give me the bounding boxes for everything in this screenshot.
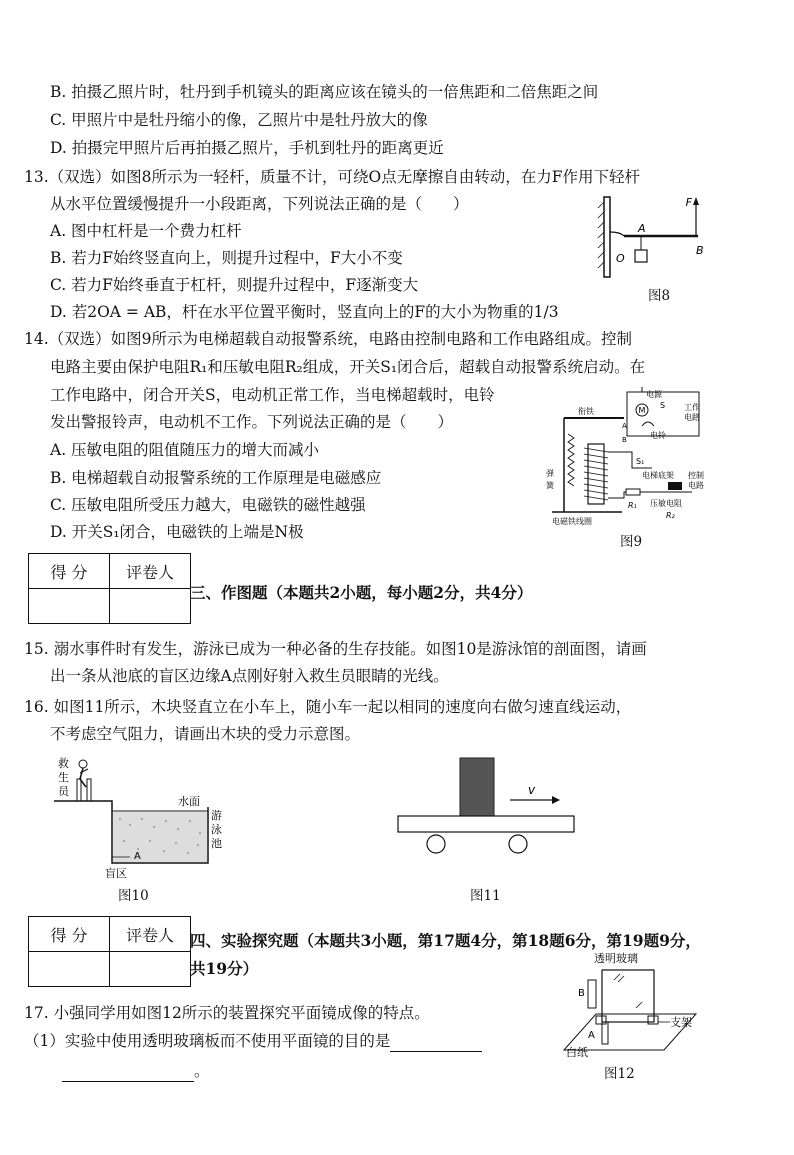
q14-stem-line4: 发出警报铃声，电动机不工作。下列说法正确的是（ ） (50, 413, 454, 431)
hanging-weight (635, 250, 647, 262)
answer-blank-2[interactable] (62, 1065, 194, 1082)
label-b: B (622, 436, 627, 444)
score-cell[interactable] (29, 952, 110, 987)
label-ctrl2: 电路 (688, 481, 704, 490)
label-o: O (616, 252, 625, 265)
q14-option-b: B. 电梯超载自动报警系统的工作原理是电磁感应 (50, 469, 382, 487)
q15-line1: 15. 溺水事件时有发生，游泳已成为一种必备的生存技能。如图10是游泳馆的剖面图，请画 (24, 640, 647, 658)
q14-option-a: A. 压敏电阻的阻值随压力的增大而减小 (50, 441, 320, 459)
answer-blank-1[interactable] (390, 1035, 482, 1052)
figure-9-caption: 图9 (620, 534, 643, 550)
q12-option-b: B. 拍摄乙照片时，牡丹到手机镜头的距离应该在镜头的一倍焦距和二倍焦距之间 (50, 83, 599, 101)
score-header: 得 分 (29, 917, 110, 952)
label-r2: R₂ (666, 511, 675, 520)
lifeguard-char-3: 员 (58, 785, 69, 798)
label-work1: 工作 (684, 403, 700, 412)
section-3-title: 三、作图题（本题共2小题，每小题2分，共4分） (190, 583, 533, 602)
figure-12-caption: 图12 (604, 1066, 635, 1082)
q17-sub1 (24, 1030, 482, 1052)
q15-line2: 出一条从池底的盲区边缘A点刚好射入救生员眼睛的光线。 (50, 667, 449, 685)
q17-stem: 17. 小强同学用如图12所示的装置探究平面镜成像的特点。 (24, 1004, 430, 1022)
wall (604, 197, 610, 277)
pressure-sensor (668, 482, 682, 490)
section-4-title-line1: 四、实验探究题（本题共3小题，第17题4分，第18题6分，第19题9分， (190, 931, 701, 950)
label-coil: 电磁铁线圈 (552, 517, 592, 526)
q17-sub1-text: （1）实验中使用透明玻璃板而不使用平面镜的目的是 (24, 1032, 391, 1050)
figure-11-caption: 图11 (470, 888, 501, 904)
lifeguard-char-1: 救 (58, 757, 69, 770)
figure-8-caption: 图8 (648, 288, 671, 304)
q17-end-mark: 。 (194, 1062, 210, 1080)
pool-water (113, 812, 207, 862)
score-header: 得 分 (29, 554, 110, 589)
label-s: S (660, 401, 666, 410)
grader-header: 评卷人 (110, 917, 191, 952)
q13-option-b: B. 若力F始终竖直向上，则提升过程中，F大小不变 (50, 249, 403, 267)
figure-9-elevator-alarm (542, 384, 718, 530)
label-s1: S₁ (636, 457, 645, 466)
resistor-r1 (626, 489, 640, 495)
figure-12-plane-mirror (556, 950, 716, 1062)
grader-cell[interactable] (110, 952, 191, 987)
label-r1: R₁ (628, 501, 637, 510)
q14-stem-line2: 电路主要由保护电阻R₁和压敏电阻R₂组成，开关S₁闭合后，超载自动报警系统启动。在 (50, 358, 646, 376)
cart-body (398, 816, 574, 832)
cart-wheel-left (427, 835, 445, 853)
spring (568, 434, 574, 486)
figure-11-cart-block (390, 754, 580, 864)
label-spring1: 弹 (546, 469, 554, 478)
label-water-surface: 水面 (178, 795, 200, 808)
q17-sub1-continued (62, 1060, 210, 1082)
score-box-section-4 (28, 916, 191, 987)
label-b: B (696, 244, 704, 257)
section-4-title-line2: 共19分） (190, 959, 259, 978)
label-glass: 透明玻璃 (594, 952, 638, 965)
label-spring2: 簧 (546, 481, 554, 490)
q14-stem-line1: 14.（双选）如图9所示为电梯超载自动报警系统，电路由控制电路和工作电路组成。控制 (24, 330, 633, 348)
q12-option-d: D. 拍摄完甲照片后再拍摄乙照片，手机到牡丹的距离更近 (50, 139, 444, 157)
label-pool-1: 游 (211, 809, 222, 822)
q14-option-d: D. 开关S₁闭合，电磁铁的上端是N极 (50, 523, 304, 541)
label-bell: 电铃 (650, 431, 666, 440)
candle-a (602, 1022, 608, 1044)
q16-line2: 不考虑空气阻力，请画出木块的受力示意图。 (50, 725, 361, 743)
q12-option-c: C. 甲照片中是牡丹缩小的像，乙照片中是牡丹放大的像 (50, 111, 428, 129)
q13-stem-line1: 13.（双选）如图8所示为一轻杆，质量不计，可绕O点无摩擦自由转动，在力F作用下轻杆 (24, 168, 640, 186)
label-ctrl1: 控制 (688, 471, 704, 480)
label-stand: 支架 (670, 1016, 692, 1029)
wooden-block (460, 758, 494, 816)
q14-stem-line3: 工作电路中，闭合开关S，电动机正常工作，当电梯超载时，电铃 (50, 386, 495, 404)
label-f: F (685, 196, 692, 209)
label-platform: 电梯底架 (642, 471, 674, 480)
label-armature: 衔铁 (578, 407, 594, 416)
q13-option-c: C. 若力F始终垂直于杠杆，则提升过程中，F逐渐变大 (50, 276, 419, 294)
lifeguard-figure (77, 760, 91, 801)
label-a: A (638, 222, 646, 235)
cart-wheel-right (509, 835, 527, 853)
figure-10-caption: 图10 (118, 888, 149, 904)
label-work2: 电路 (684, 413, 700, 422)
label-a: A (588, 1030, 595, 1041)
q13-option-a: A. 图中杠杆是一个费力杠杆 (50, 222, 242, 240)
label-power: 电源 (646, 390, 662, 399)
grader-header: 评卷人 (110, 554, 191, 589)
label-a: A (622, 422, 627, 430)
label-pool-3: 池 (211, 837, 222, 850)
score-cell[interactable] (29, 589, 110, 624)
label-pool-2: 泳 (211, 823, 222, 836)
label-v: v (528, 783, 536, 797)
label-blind-zone: 盲区 (105, 867, 127, 880)
q14-option-c: C. 压敏电阻所受压力越大，电磁铁的磁性越强 (50, 496, 366, 514)
q16-line1: 16. 如图11所示，木块竖直立在小车上，随小车一起以相同的速度向右做匀速直线运动， (24, 698, 632, 716)
q13-option-d: D. 若2OA = AB，杆在水平位置平衡时，竖直向上的F的大小为物重的1/3 (50, 303, 559, 321)
score-box-section-3 (28, 553, 191, 624)
label-r2-name: 压敏电阻 (650, 499, 682, 508)
label-motor: M (638, 406, 646, 415)
label-b: B (578, 988, 585, 999)
q13-stem-line2: 从水平位置缓慢提升一小段距离，下列说法正确的是（ ） (50, 195, 469, 213)
grader-cell[interactable] (110, 589, 191, 624)
label-paper: 白纸 (566, 1046, 588, 1059)
lifeguard-char-2: 生 (58, 771, 69, 784)
candle-b (588, 980, 596, 1008)
figure-10-swimming-pool (50, 755, 240, 880)
label-point-a: A (134, 851, 141, 862)
